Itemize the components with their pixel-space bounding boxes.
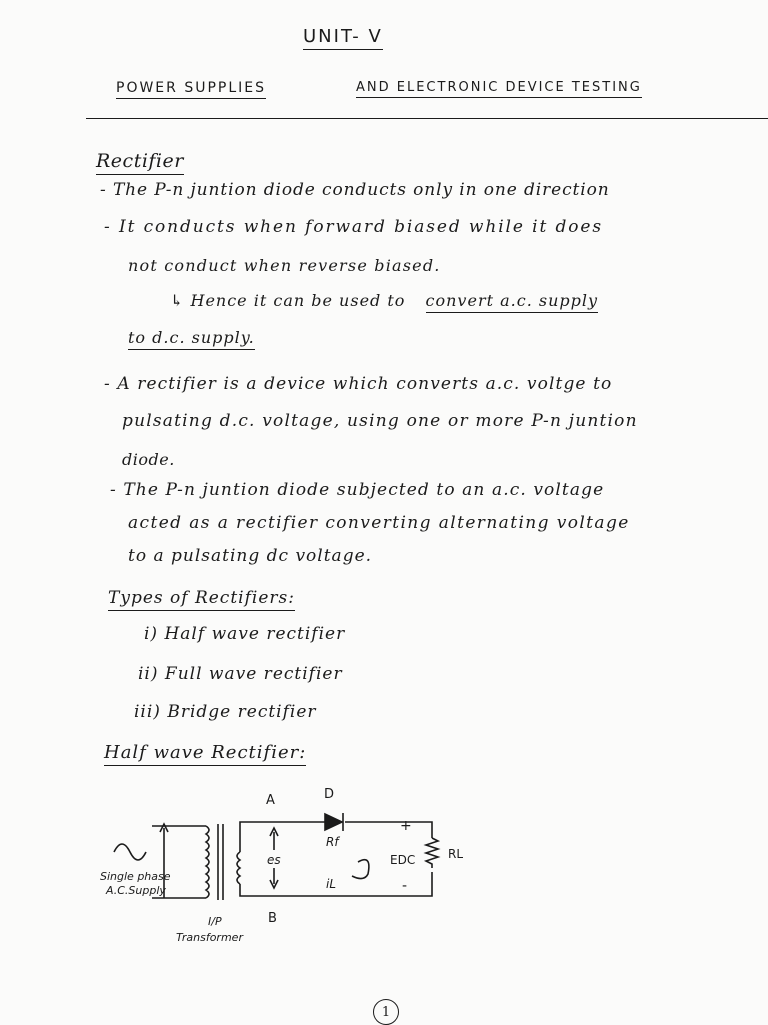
header-rule — [86, 118, 768, 119]
para1-line4 — [170, 291, 598, 310]
primary-coil-icon — [206, 826, 209, 898]
page-title-right: AND ELECTRONIC DEVICE TESTING — [356, 80, 642, 95]
convert-ac-supply: convert a.c. supply — [426, 291, 598, 313]
types-list-item: iii) Bridge rectifier — [134, 702, 317, 722]
para3-line2: acted as a rectifier converting alternating voltage — [128, 513, 630, 533]
minus-sign: - — [402, 878, 408, 894]
halfwave-circuit-diagram — [90, 780, 490, 950]
para2-line1: - A rectifier is a device which converts a.c. voltge to — [104, 374, 613, 394]
para1-line5: to d.c. supply. — [128, 328, 255, 347]
wire-top-right — [345, 822, 432, 838]
ac-sine-icon — [114, 844, 146, 860]
rectifier-heading: Rectifier — [96, 150, 184, 172]
node-b-label: B — [268, 911, 277, 926]
load-resistor-icon — [426, 838, 438, 868]
source-voltage-label: es — [267, 853, 281, 867]
para3-line3: to a pulsating dc voltage. — [128, 546, 373, 566]
plus-sign: + — [400, 818, 412, 834]
para2-line3: diode. — [122, 450, 175, 469]
types-list-item: i) Half wave rectifier — [144, 624, 346, 644]
wire-top-left — [240, 822, 325, 852]
diode-icon — [325, 814, 342, 830]
types-list-item: ii) Full wave rectifier — [138, 664, 343, 684]
para3-line1: - The P-n juntion diode subjected to an a.c. voltage — [110, 480, 605, 500]
node-a-label: A — [266, 793, 275, 808]
diode-resistance-label: Rf — [326, 835, 339, 849]
transformer-label-line2: Transformer — [176, 931, 243, 944]
secondary-coil-icon — [237, 852, 240, 884]
transformer-label-line1: I/P — [208, 915, 222, 928]
diode-label: D — [324, 787, 335, 802]
page-title-left: POWER SUPPLIES — [116, 80, 266, 96]
types-heading: Types of Rectifiers: — [108, 588, 295, 608]
para1-line2: - It conducts when forward biased while it does — [104, 217, 604, 237]
supply-label-line2: A.C.Supply — [106, 884, 166, 897]
page-number: 1 — [373, 999, 399, 1025]
supply-label-line1: Single phase — [100, 870, 171, 883]
para1-line1: - The P-n juntion diode conducts only in one direction — [100, 180, 610, 200]
para1-line3: not conduct when reverse biased. — [128, 256, 441, 275]
halfwave-heading: Half wave Rectifier: — [104, 742, 306, 763]
load-label: RL — [448, 847, 464, 861]
current-loop-icon — [352, 860, 369, 879]
output-voltage-label: EDC — [390, 853, 416, 867]
unit-heading: UNIT- V — [303, 26, 383, 47]
para2-line2: pulsating d.c. voltage, using one or more P-n juntion — [122, 411, 638, 431]
current-label: iL — [326, 877, 337, 891]
para1-line4-text: ↳ Hence it can be used to — [170, 291, 406, 310]
